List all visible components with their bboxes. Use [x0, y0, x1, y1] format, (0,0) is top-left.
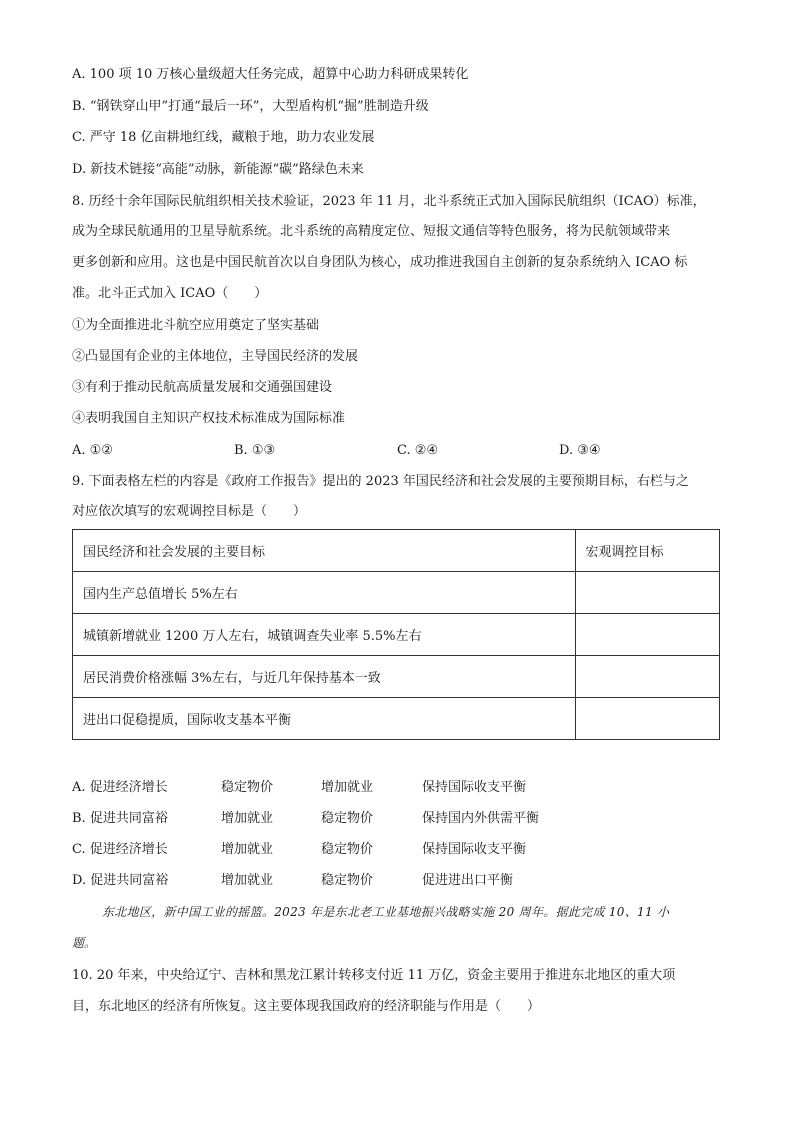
q9-option-b-col3: 稳定物价: [321, 811, 374, 826]
q8-stem-line-4: 准。北斗正式加入 ICAO（ ）: [72, 286, 268, 301]
q8-statement-2: ②凸显国有企业的主体地位，主导国民经济的发展: [72, 349, 359, 364]
q7-option-d: D. 新技术链接“高能”动脉，新能源“碳”路绿色未来: [72, 162, 364, 177]
table-cell-empty: [575, 572, 719, 614]
q9-option-d: [72, 872, 632, 890]
material-text-line-1: 东北地区，新中国工业的摇篮。2023 年是东北老工业基地振兴战略实施 20 周年。据此完成 10、11 小: [102, 905, 670, 919]
q8-choice-a: A. ①②: [72, 443, 113, 458]
q8-stem-line-1: 8. 历经十余年国际民航组织相关技术验证，2023 年 11 月，北斗系统正式加入国际民航组织（ICAO）标准，: [72, 194, 706, 209]
q9-option-c-col1: C. 促进经济增长: [72, 842, 168, 857]
q9-option-b-col4: 保持国内外供需平衡: [422, 811, 540, 826]
q8-choice-c: C. ②④: [397, 443, 439, 458]
table-cell: 城镇新增就业 1200 万人左右，城镇调查失业率 5.5%左右: [73, 614, 576, 656]
q7-option-c: C. 严守 18 亿亩耕地红线，藏粮于地，助力农业发展: [72, 130, 375, 145]
q8-choices: [72, 442, 712, 460]
table-cell-empty: [575, 614, 719, 656]
q9-stem-line-1: 9. 下面表格左栏的内容是《政府工作报告》提出的 2023 年国民经济和社会发展的主要预期目标，右栏与之: [72, 474, 689, 489]
q9-option-a-col1: A. 促进经济增长: [72, 780, 168, 795]
q8-statement-4: ④表明我国自主知识产权技术标准成为国际标准: [72, 411, 346, 426]
q9-option-a-col3: 增加就业: [321, 780, 374, 795]
table-cell: 进出口促稳提质，国际收支基本平衡: [73, 698, 576, 740]
table-header-main-goals: 国民经济和社会发展的主要目标: [73, 530, 576, 572]
table-header-macro-goals: 宏观调控目标: [575, 530, 719, 572]
material-text-line-2: 题。: [72, 936, 97, 950]
q8-stem-line-3: 更多创新和应用。这也是中国民航首次以自身团队为核心，成功推进我国自主创新的复杂系统纳入 ICAO 标: [72, 255, 688, 270]
q9-option-d-col4: 促进进出口平衡: [422, 873, 514, 888]
table-row: [73, 698, 720, 740]
table-row: [73, 614, 720, 656]
q7-option-b: B. “钢铁穿山甲”打通“最后一环”，大型盾构机“掘”胜制造升级: [72, 99, 429, 114]
q8-statement-3: ③有利于推动民航高质量发展和交通强国建设: [72, 380, 333, 395]
q8-choice-b: B. ①③: [234, 443, 276, 458]
q9-option-c-col4: 保持国际收支平衡: [422, 842, 527, 857]
table-row: [73, 656, 720, 698]
q10-stem-line-1: 10. 20 年来，中央给辽宁、吉林和黑龙江累计转移支付近 11 万亿，资金主要用于推进东北地区的重大项: [72, 968, 676, 983]
table-header-row: [73, 530, 720, 572]
table-cell: 国内生产总值增长 5%左右: [73, 572, 576, 614]
q9-option-b: [72, 810, 632, 828]
q9-stem-line-2: 对应依次填写的宏观调控目标是（ ）: [72, 504, 307, 519]
table-cell: 居民消费价格涨幅 3%左右，与近几年保持基本一致: [73, 656, 576, 698]
q9-option-a-col2: 稳定物价: [221, 780, 274, 795]
q9-option-c: [72, 841, 632, 859]
table-cell-empty: [575, 698, 719, 740]
table-cell-empty: [575, 656, 719, 698]
q9-goals-table: [72, 529, 720, 740]
q9-option-d-col3: 稳定物价: [321, 873, 374, 888]
q9-option-d-col2: 增加就业: [221, 873, 274, 888]
q9-option-c-col2: 增加就业: [221, 842, 274, 857]
q10-stem-line-2: 目，东北地区的经济有所恢复。这主要体现我国政府的经济职能与作用是（ ）: [72, 999, 541, 1014]
q9-option-a: [72, 779, 632, 797]
q9-option-b-col1: B. 促进共同富裕: [72, 811, 168, 826]
q7-option-a: A. 100 项 10 万核心量级超大任务完成，超算中心助力科研成果转化: [72, 67, 469, 82]
q8-statement-1: ①为全面推进北斗航空应用奠定了坚实基础: [72, 318, 320, 333]
q8-choice-d: D. ③④: [559, 443, 601, 458]
q9-option-a-col4: 保持国际收支平衡: [422, 780, 527, 795]
q9-option-d-col1: D. 促进共同富裕: [72, 873, 169, 888]
q9-option-b-col2: 增加就业: [221, 811, 274, 826]
q9-option-c-col3: 稳定物价: [321, 842, 374, 857]
q8-stem-line-2: 成为全球民航通用的卫星导航系统。北斗系统的高精度定位、短报文通信等特色服务，将为民航领域带来: [72, 224, 671, 239]
table-row: [73, 572, 720, 614]
